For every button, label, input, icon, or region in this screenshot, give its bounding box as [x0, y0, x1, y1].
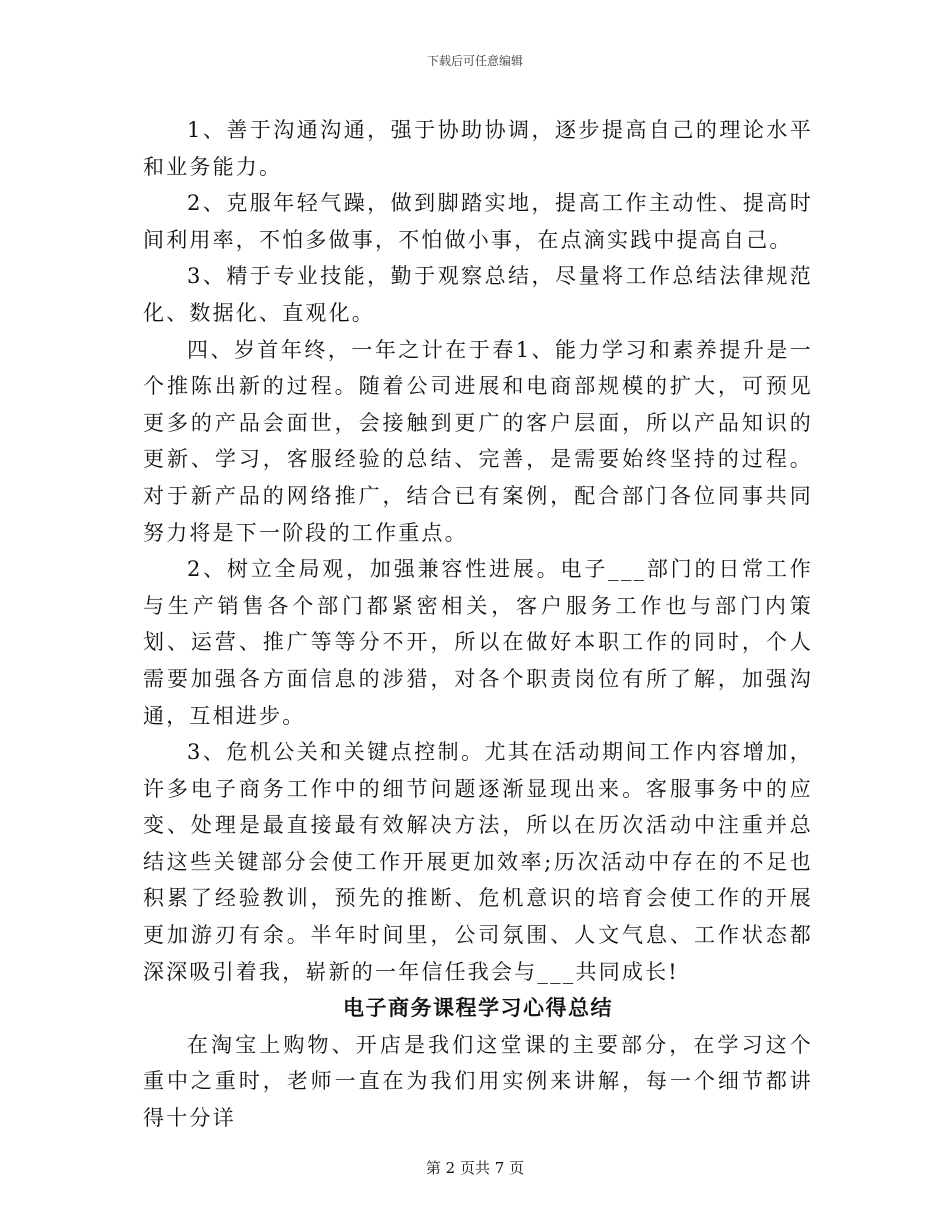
- document-body: [143, 112, 813, 1137]
- paragraph-1: 1、善于沟通沟通，强于协助协调，逐步提高自己的理论水平和业务能力。: [143, 118, 813, 179]
- paragraph-3: 3、精于专业技能，勤于观察总结，尽量将工作总结法律规范化、数据化、直观化。: [143, 264, 813, 325]
- paragraph-2: 2、克服年轻气躁，做到脚踏实地，提高工作主动性、提高时间利用率，不怕多做事，不怕做小事，在点滴实践中提高自己。: [143, 191, 813, 252]
- page-number: 第 2 页共 7 页: [425, 1159, 525, 1177]
- paragraph-5: 2、树立全局观，加强兼容性进展。电子___部门的日常工作与生产销售各个部门都紧密相关，客户服务工作也与部门内策划、运营、推广等等分不开，所以在做好本职工作的同时，个人需要加强各方面信息的涉猎，对各个职责岗位有所了解，加强沟通，互相进步。: [143, 557, 813, 728]
- section-title: 电子商务课程学习心得总结: [343, 995, 613, 1021]
- page-header-note: 下载后可任意编辑: [426, 54, 523, 68]
- section-paragraph: 在淘宝上购物、开店是我们这堂课的主要部分，在学习这个重中之重时，老师一直在为我们用实例来讲解，每一个细节都讲得十分详: [143, 1032, 813, 1131]
- paragraph-6: 3、危机公关和关键点控制。尤其在活动期间工作内容增加，许多电子商务工作中的细节问题逐渐显现出来。客服事务中的应变、处理是最直接最有效解决方法，所以在历次活动中注重并总结这些关键部分会使工作开展更加效率;历次活动中存在的不足也积累了经验教训，预先的推断、危机意识的培育会使工作的开展更加游刃有余。半年时间里，公司氛围、人文气息、工作状态都深深吸引着我，崭新的一年信任我会与___共同成长!: [143, 740, 813, 984]
- paragraph-4: 四、岁首年终，一年之计在于春1、能力学习和素养提升是一个推陈出新的过程。随着公司进展和电商部规模的扩大，可预见更多的产品会面世，会接触到更广的客户层面，所以产品知识的更新、学习，客服经验的总结、完善，是需要始终坚持的过程。对于新产品的网络推广，结合已有案例，配合部门各位同事共同努力将是下一阶段的工作重点。: [143, 337, 813, 545]
